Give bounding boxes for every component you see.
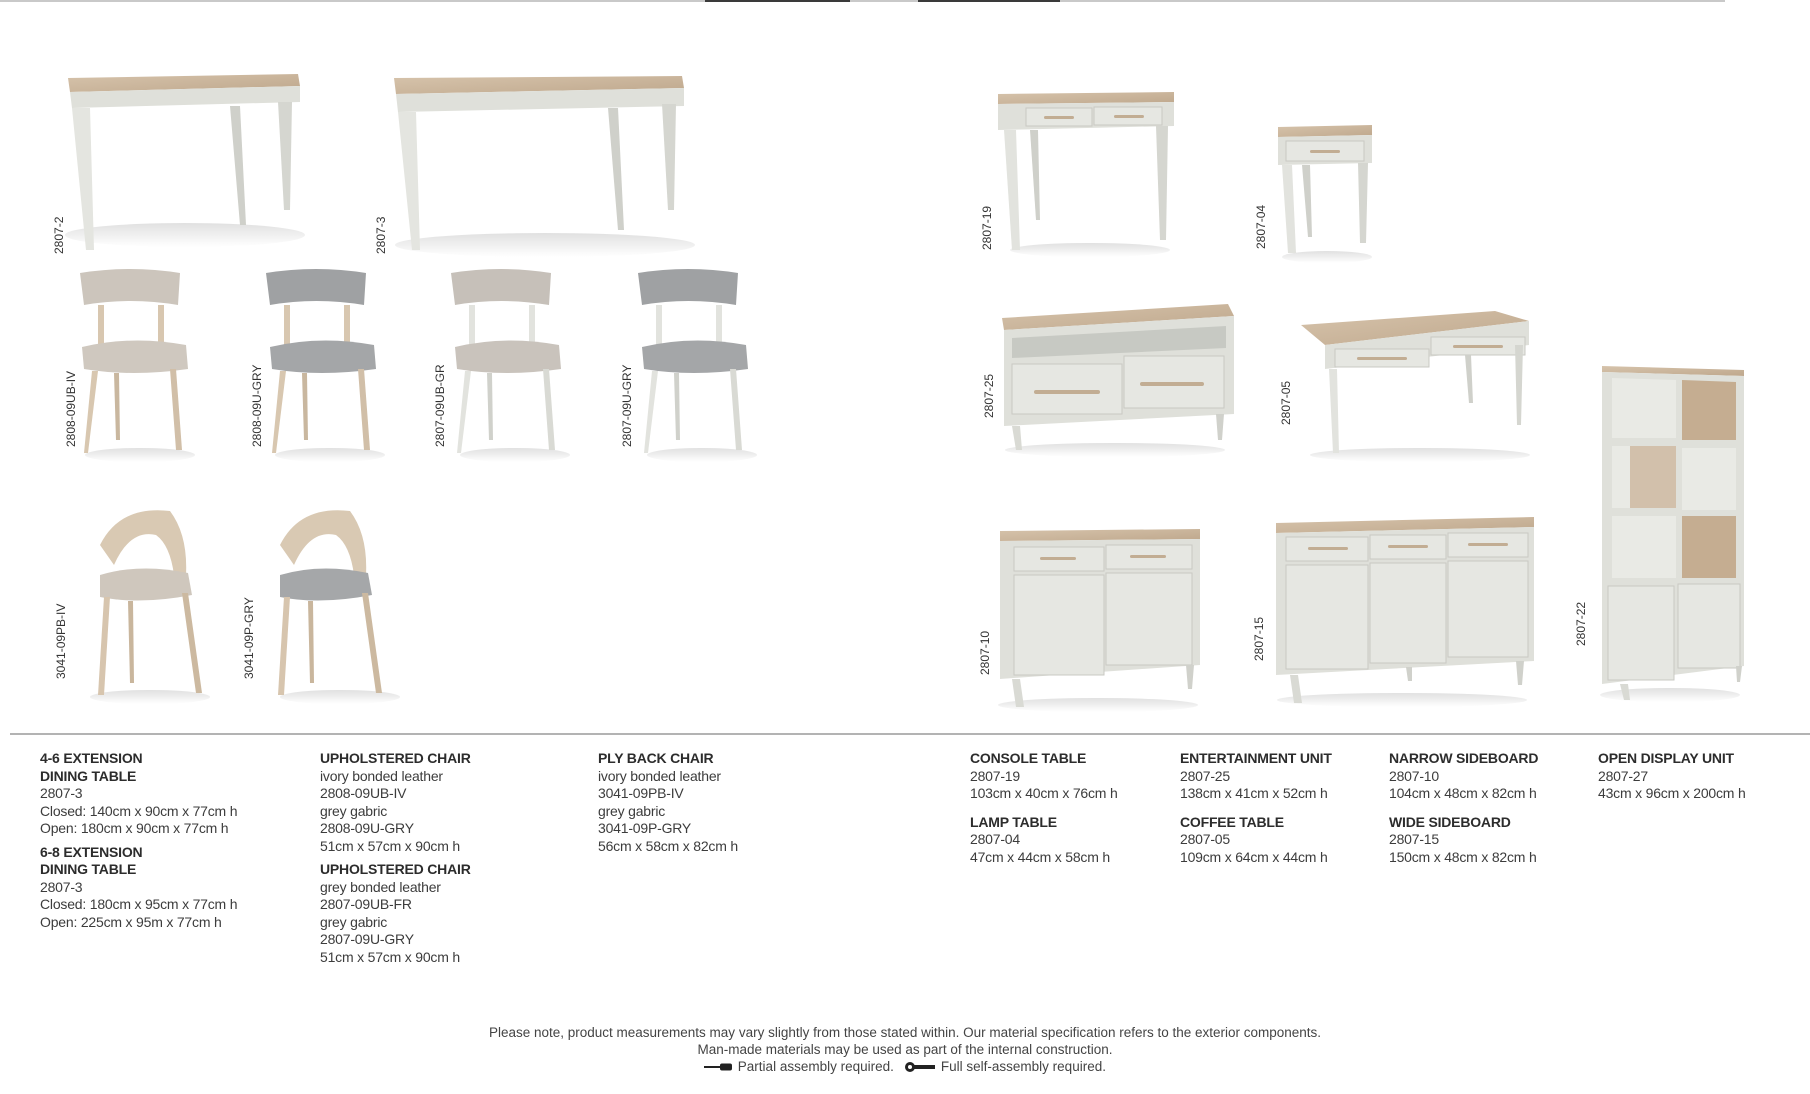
product-code: 2807-22	[1574, 601, 1588, 646]
spec-code: 2807-15	[1389, 831, 1439, 847]
spec-sideboards	[1389, 750, 1589, 866]
upholstered-chair-grey-leather-image	[433, 265, 575, 465]
product-code: 2807-25	[982, 373, 996, 418]
spec-dimensions: 138cm x 41cm x 52cm h	[1180, 785, 1328, 801]
dining-table-small-image	[50, 60, 310, 260]
spec-code: 2807-19	[970, 767, 1020, 784]
spec-title: NARROW SIDEBOARD	[1389, 750, 1539, 766]
spec-title: DINING TABLE	[40, 861, 137, 877]
spec-dimensions: 150cm x 48cm x 82cm h	[1389, 848, 1537, 865]
spec-code: 2807-3	[40, 785, 83, 801]
spec-open-display	[1598, 750, 1798, 803]
full-assembly-label: Full self-assembly required.	[940, 1059, 1106, 1074]
upholstered-chair-grey-fabric-image	[620, 265, 762, 465]
footer-materials-note: Man-made materials may be used as part of the internal construction.	[697, 1042, 1113, 1057]
open-display-unit-image	[1574, 360, 1750, 705]
product-code: 2807-2	[52, 216, 66, 254]
spec-code: 3041-09PB-IV	[598, 785, 684, 801]
ply-back-chair-grey-image	[242, 505, 410, 705]
spec-dimensions: 47cm x 44cm x 58cm h	[970, 848, 1110, 865]
spec-title: UPHOLSTERED CHAIR	[320, 861, 471, 877]
spec-ply-back-chair	[598, 750, 848, 855]
spec-dimensions: 104cm x 48cm x 82cm h	[1389, 785, 1537, 801]
top-rule	[0, 0, 1725, 2]
spec-title: LAMP TABLE	[970, 813, 1057, 830]
wide-sideboard-image	[1252, 515, 1542, 710]
spec-material: ivory bonded leather	[320, 767, 443, 784]
spec-code: 2807-04	[970, 831, 1020, 847]
spec-dining-4-6	[40, 750, 290, 931]
spec-code: 2807-25	[1180, 767, 1230, 784]
spec-entertainment-coffee	[1180, 750, 1380, 866]
spec-dimensions: 56cm x 58cm x 82cm h	[598, 837, 738, 854]
spec-material: grey gabric	[320, 913, 388, 930]
spec-title: 6-8 EXTENSION	[40, 843, 143, 860]
narrow-sideboard-image	[978, 525, 1208, 715]
upholstered-chair-ivory-image	[64, 265, 200, 465]
spec-code: 2807-05	[1180, 831, 1230, 847]
footer-measurement-note: Please note, product measurements may vary slightly from those stated within. Our material specification refers to the exterior components.	[488, 1025, 1322, 1040]
spec-title: WIDE SIDEBOARD	[1389, 813, 1511, 830]
spec-material: grey gabric	[320, 802, 388, 819]
dining-table-large-image	[374, 60, 700, 260]
spec-title: OPEN DISPLAY UNIT	[1598, 750, 1734, 766]
spec-title: UPHOLSTERED CHAIR	[320, 750, 471, 766]
product-code: 2807-10	[978, 630, 992, 675]
ply-back-chair-ivory-image	[54, 505, 220, 705]
spec-code: 3041-09P-GRY	[598, 820, 692, 836]
screwdriver-icon	[704, 1062, 734, 1072]
product-code: 2807-15	[1252, 616, 1266, 661]
spec-code: 2807-3	[40, 878, 83, 895]
spec-title: CONSOLE TABLE	[970, 750, 1087, 766]
spec-dimensions-closed: Closed: 180cm x 95cm x 77cm h	[40, 896, 238, 912]
console-table-image	[980, 90, 1180, 260]
spec-title: ENTERTAINMENT UNIT	[1180, 750, 1332, 766]
entertainment-unit-image	[982, 300, 1240, 460]
spec-dimensions: 51cm x 57cm x 90cm h	[320, 837, 460, 854]
footer-notes	[0, 1024, 1810, 1075]
lamp-table-image	[1254, 125, 1382, 265]
product-code: 2807-19	[980, 205, 994, 250]
footer-assembly-legend	[0, 1058, 1810, 1075]
spec-title: 4-6 EXTENSION	[40, 750, 143, 766]
spec-upholstered-chair	[320, 750, 570, 966]
spec-code: 2807-09U-GRY	[320, 931, 414, 947]
product-code: 2807-3	[374, 216, 388, 254]
spec-material: grey gabric	[598, 802, 666, 819]
spec-code: 2808-09U-GRY	[320, 820, 414, 836]
product-code: 2807-09U-GRY	[620, 364, 634, 447]
spec-code: 2807-10	[1389, 767, 1439, 784]
product-code: 2807-04	[1254, 204, 1268, 249]
wrench-icon	[905, 1061, 937, 1073]
product-code: 2808-09UB-IV	[64, 370, 78, 447]
partial-assembly-label: Partial assembly required.	[737, 1059, 894, 1074]
product-code: 3041-09P-GRY	[242, 597, 256, 679]
spec-code: 2807-27	[1598, 767, 1648, 784]
spec-title: DINING TABLE	[40, 767, 137, 784]
spec-title: PLY BACK CHAIR	[598, 750, 714, 766]
spec-code: 2807-09UB-FR	[320, 896, 412, 912]
spec-dimensions: 103cm x 40cm x 76cm h	[970, 785, 1118, 801]
section-divider	[10, 733, 1810, 735]
spec-dimensions: 109cm x 64cm x 44cm h	[1180, 848, 1328, 865]
product-code: 2808-09U-GRY	[250, 364, 264, 447]
product-code: 3041-09PB-IV	[54, 603, 68, 679]
spec-dimensions-open: Open: 225cm x 95m x 77cm h	[40, 913, 222, 930]
upholstered-chair-grey-image	[250, 265, 390, 465]
spec-console-lamp	[970, 750, 1170, 866]
product-code: 2807-05	[1279, 380, 1293, 425]
spec-dimensions-open: Open: 180cm x 90cm x 77cm h	[40, 820, 229, 836]
spec-title: COFFEE TABLE	[1180, 813, 1284, 830]
coffee-table-image	[1279, 305, 1545, 465]
spec-material: ivory bonded leather	[598, 767, 721, 784]
spec-dimensions: 51cm x 57cm x 90cm h	[320, 948, 460, 965]
spec-code: 2808-09UB-IV	[320, 785, 407, 801]
spec-material: grey bonded leather	[320, 878, 441, 895]
spec-dimensions-closed: Closed: 140cm x 90cm x 77cm h	[40, 802, 238, 819]
product-code: 2807-09UB-GR	[433, 364, 447, 447]
spec-dimensions: 43cm x 96cm x 200cm h	[1598, 785, 1746, 801]
